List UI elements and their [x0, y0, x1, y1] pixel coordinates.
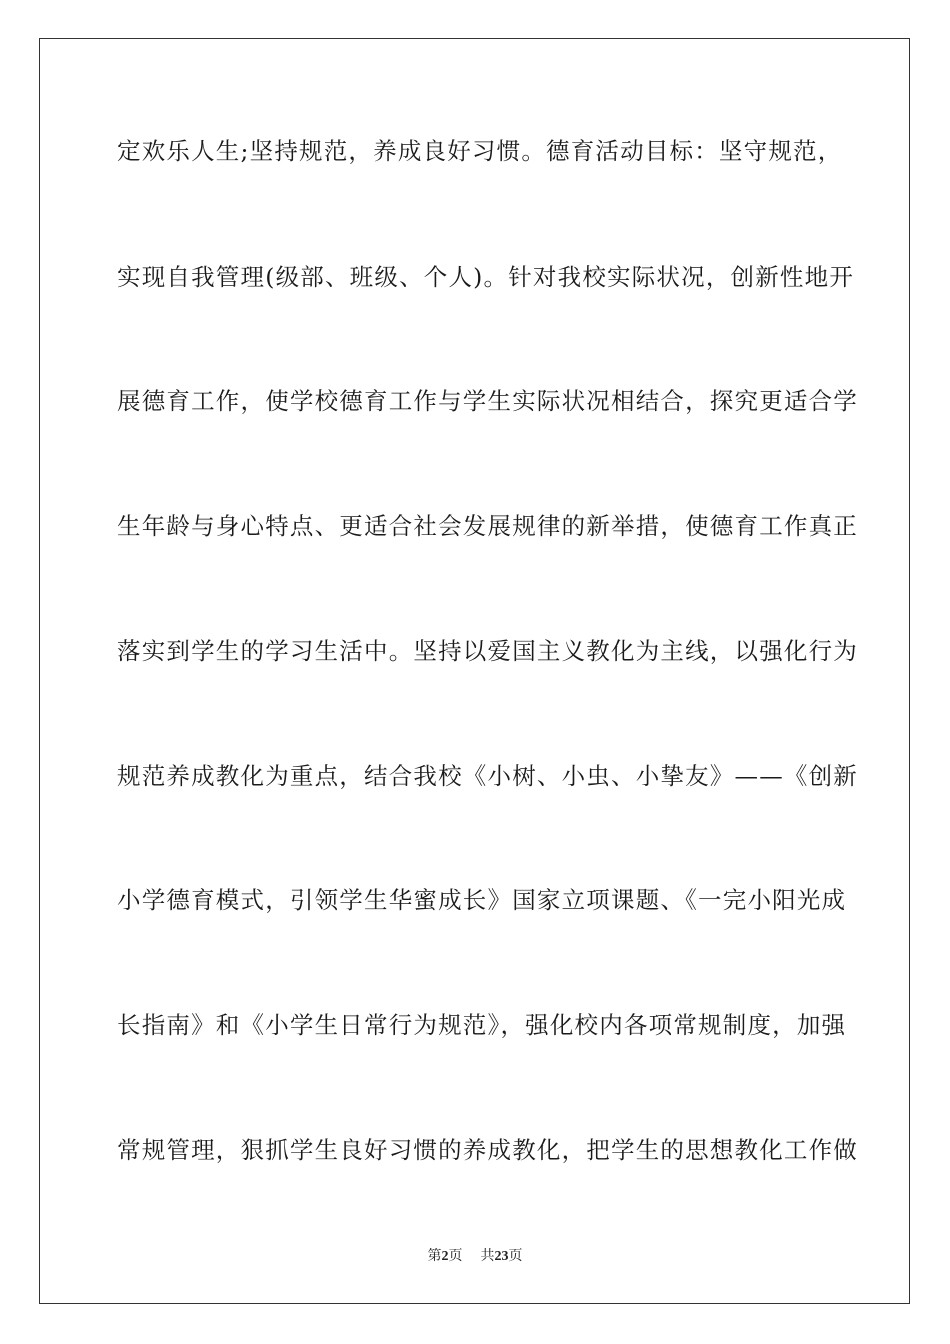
- text-line: 展德育工作，使学校德育工作与学生实际状况相结合，探究更适合学: [117, 387, 858, 415]
- text-line: 落实到学生的学习生活中。坚持以爱国主义教化为主线，以强化行为: [117, 637, 858, 665]
- text-line: 常规管理，狠抓学生良好习惯的养成教化，把学生的思想教化工作做: [117, 1136, 858, 1164]
- text-line: 生年龄与身心特点、更适合社会发展规律的新举措，使德育工作真正: [117, 512, 858, 540]
- total-unit: 页: [508, 1249, 523, 1264]
- text-line: 小学德育模式，引领学生华蜜成长》国家立项课题、《一完小阳光成: [117, 886, 847, 914]
- total-prefix: 共: [480, 1249, 495, 1264]
- page-prefix: 第: [427, 1249, 442, 1264]
- total-page-count: 23: [494, 1249, 509, 1264]
- page-footer: [0, 1248, 950, 1266]
- text-line: 长指南》和《小学生日常行为规范》，强化校内各项常规制度，加强: [117, 1011, 847, 1039]
- text-line: 规范养成教化为重点，结合我校《小树、小虫、小挚友》——《创新: [117, 762, 858, 790]
- page-unit: 页: [448, 1249, 463, 1264]
- current-page-number: 2: [441, 1249, 449, 1264]
- text-line: 定欢乐人生;坚持规范，养成良好习惯。德育活动目标：坚守规范，: [117, 137, 843, 165]
- text-line: 实现自我管理(级部、班级、个人)。针对我校实际状况，创新性地开: [117, 263, 855, 291]
- page-border: [39, 38, 910, 1304]
